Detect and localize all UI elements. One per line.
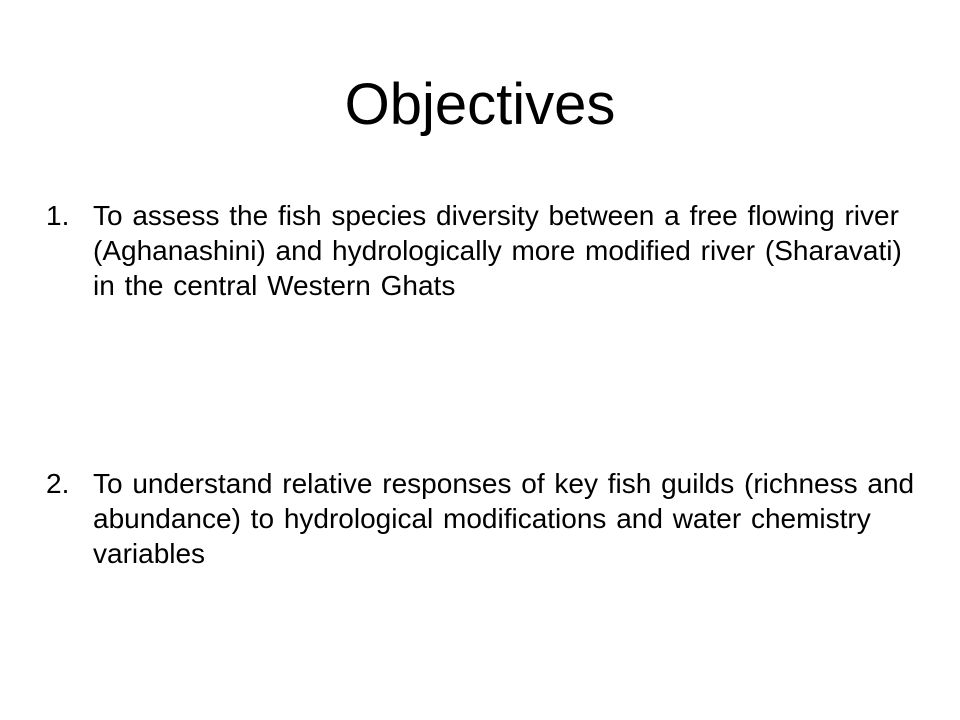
objective-text: To assess the fish species diversity between a free flowing river (Aghanashini) and hydrologically more modified river (Sharavati) in the central Western Ghats [93, 200, 902, 301]
objective-number: 1. [46, 200, 70, 231]
objective-number: 2. [46, 468, 70, 499]
objective-item-2 [46, 466, 916, 571]
slide-title: Objectives [344, 72, 616, 137]
objective-text: To understand relative responses of key fish guilds (richness and abundance) to hydrological modifications and water chemistry variables [93, 468, 915, 569]
objective-item-1 [46, 198, 916, 303]
